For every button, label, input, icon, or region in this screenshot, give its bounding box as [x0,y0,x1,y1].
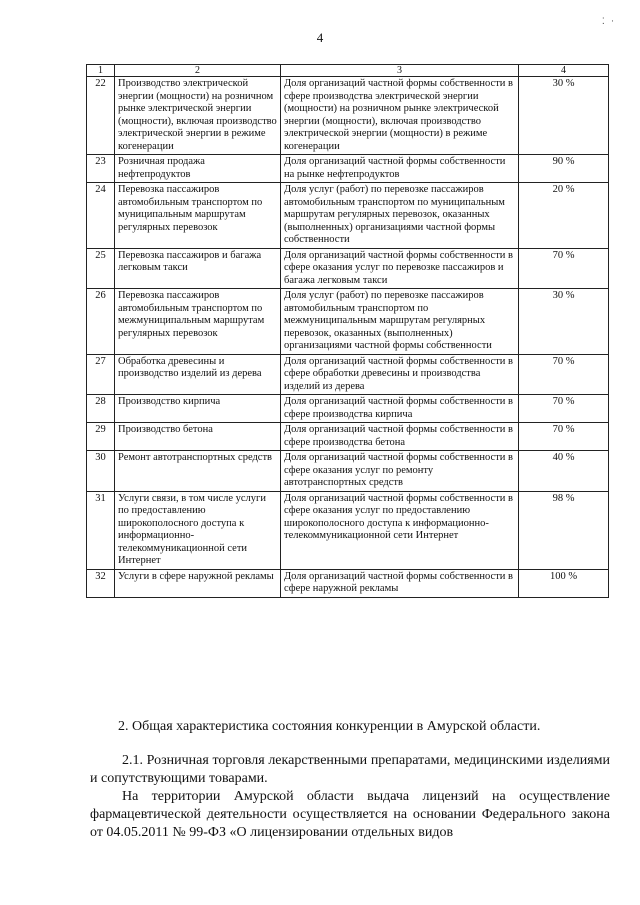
table-row [87,395,609,423]
target-value: 30 % [519,77,609,155]
row-number: 29 [87,423,115,451]
market-name: Перевозка пассажиров и багажа легковым такси [115,248,281,289]
body-paragraph: На территории Амурской области выдача лицензий на осуществление фармацевтической деятельности осуществляется на основании Федерального закона от 04.05.2011 № 99-ФЗ «О лицензировании отдельных видов [90,789,610,840]
target-value: 70 % [519,395,609,423]
market-name: Производство электрической энергии (мощности) на розничном рынке электрической энергии (мощности), включая производство электрической энергии в режиме когенерации [115,77,281,155]
market-name: Услуги в сфере наружной рекламы [115,569,281,597]
indicator-text: Доля организаций частной формы собственности в сфере обработки древесины и производства изделий из дерева [281,354,519,395]
row-number: 24 [87,183,115,249]
table-row [87,155,609,183]
subsection-heading: 2.1. Розничная торговля лекарственными препаратами, медицинскими изделиями и сопутствующими товарами. [90,753,610,786]
row-number: 28 [87,395,115,423]
section-heading: 2. Общая характеристика состояния конкуренции в Амурской области. [118,719,541,734]
row-number: 22 [87,77,115,155]
market-name: Перевозка пассажиров автомобильным транспортом по межмуниципальным маршрутам регулярных перевозок [115,289,281,355]
table-row [87,248,609,289]
indicator-text: Доля организаций частной формы собственности в сфере производства бетона [281,423,519,451]
row-number: 23 [87,155,115,183]
target-value: 70 % [519,423,609,451]
indicator-text: Доля организаций частной формы собственности в сфере оказания услуг по перевозке пассажиров и багажа легковым такси [281,248,519,289]
column-header: 2 [115,65,281,77]
row-number: 31 [87,491,115,569]
indicator-text: Доля организаций частной формы собственности в сфере оказания услуг по ремонту автотранспортных средств [281,451,519,492]
target-value: 40 % [519,451,609,492]
target-value: 70 % [519,248,609,289]
column-header: 4 [519,65,609,77]
indicator-text: Доля организаций частной формы собственности в сфере оказания услуг по предоставлению широкополосного доступа к информационно-телекоммуникационной сети Интернет [281,491,519,569]
market-name: Ремонт автотранспортных средств [115,451,281,492]
table-row [87,77,609,155]
indicator-text: Доля организаций частной формы собственности на рынке нефтепродуктов [281,155,519,183]
table-header-row [87,65,609,77]
target-value: 20 % [519,183,609,249]
target-value: 100 % [519,569,609,597]
market-name: Перевозка пассажиров автомобильным транспортом по муниципальным маршрутам регулярных перевозок [115,183,281,249]
row-number: 30 [87,451,115,492]
competition-table [86,64,609,598]
target-value: 70 % [519,354,609,395]
market-name: Обработка древесины и производство изделий из дерева [115,354,281,395]
target-value: 98 % [519,491,609,569]
indicator-text: Доля услуг (работ) по перевозке пассажиров автомобильным транспортом по муниципальным маршрутам регулярных перевозок, оказанных (выполненных) организациями частной формы собственности [281,183,519,249]
indicator-text: Доля организаций частной формы собственности в сфере производства кирпича [281,395,519,423]
table-row [87,451,609,492]
table-row [87,491,609,569]
market-name: Производство кирпича [115,395,281,423]
table-row [87,423,609,451]
row-number: 26 [87,289,115,355]
market-name: Розничная продажа нефтепродуктов [115,155,281,183]
indicator-text: Доля организаций частной формы собственности в сфере производства электрической энергии (мощности) на розничном рынке электрической энергии (мощности), включая производство электрической энергии (мощности) в режиме когенерации [281,77,519,155]
row-number: 27 [87,354,115,395]
table-row [87,183,609,249]
market-name: Услуги связи, в том числе услуги по предоставлению широкополосного доступа к информационно-телекоммуникационной сети Интернет [115,491,281,569]
table-row [87,289,609,355]
column-header: 1 [87,65,115,77]
table-row [87,354,609,395]
indicator-text: Доля организаций частной формы собственности в сфере наружной рекламы [281,569,519,597]
row-number: 25 [87,248,115,289]
column-header: 3 [281,65,519,77]
market-name: Производство бетона [115,423,281,451]
table-row [87,569,609,597]
page-number: 4 [316,30,324,45]
target-value: 90 % [519,155,609,183]
indicator-text: Доля услуг (работ) по перевозке пассажиров автомобильным транспортом по межмуниципальным маршрутам регулярных перевозок, оказанных (выполненных) организациями частной формы собственности [281,289,519,355]
corner-mark: ⁚ · [601,16,616,26]
row-number: 32 [87,569,115,597]
target-value: 30 % [519,289,609,355]
